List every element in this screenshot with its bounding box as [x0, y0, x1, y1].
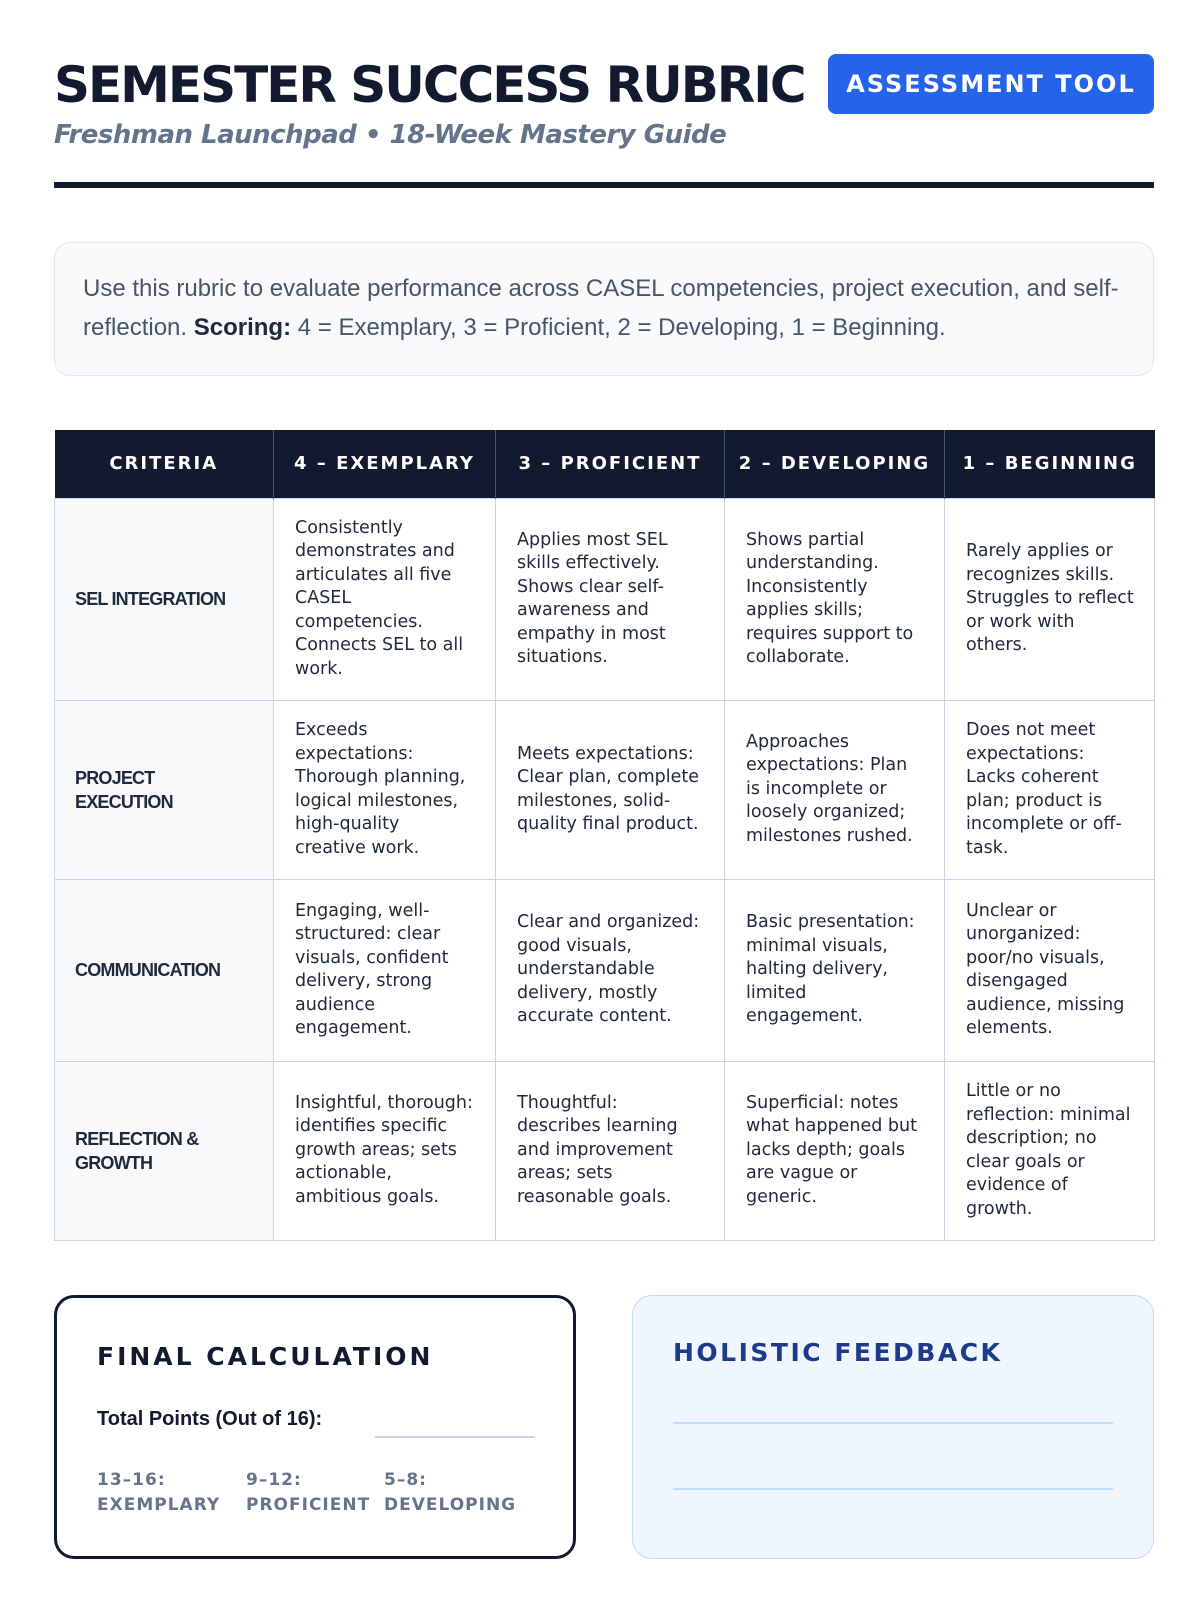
score-range-proficient [246, 1468, 370, 1518]
header [54, 52, 1154, 190]
feedback-writing-line[interactable] [673, 1422, 1113, 1424]
score-range-label: DEVELOPING [384, 1495, 517, 1515]
rubric-table [54, 430, 1155, 1241]
header-beginning: 1 – BEGINNING [945, 430, 1155, 498]
rubric-cell: Basic presentation: minimal visuals, halting delivery, limited engagement. [725, 879, 945, 1061]
holistic-feedback-title: HOLISTIC FEEDBACK [673, 1338, 1003, 1367]
rubric-row-communication [55, 879, 1155, 1061]
intro-text: Use this rubric to evaluate performance across CASEL competencies, project execution, and self-reflection. [83, 275, 1119, 341]
final-calculation-card [54, 1295, 576, 1559]
feedback-writing-line[interactable] [673, 1488, 1113, 1490]
rubric-row-sel-integration [55, 498, 1155, 700]
rubric-cell: Unclear or unorganized: poor/no visuals, disengaged audience, missing elements. [945, 879, 1155, 1061]
score-range-exemplary [97, 1468, 220, 1518]
page-subtitle: Freshman Launchpad • 18-Week Mastery Guide [54, 120, 727, 150]
rubric-cell: Applies most SEL skills effectively. Shows clear self-awareness and empathy in most situations. [496, 498, 725, 700]
score-range-developing [384, 1468, 516, 1518]
header-proficient: 3 – PROFICIENT [496, 430, 725, 498]
final-calculation-title: FINAL CALCULATION [97, 1342, 434, 1371]
score-range-value: 5–8: [384, 1470, 427, 1490]
intro-box [54, 242, 1154, 376]
scoring-text: 4 = Exemplary, 3 = Proficient, 2 = Developing, 1 = Beginning. [297, 314, 946, 341]
rubric-cell: Shows partial understanding. Inconsistently applies skills; requires support to collaborate. [725, 498, 945, 700]
total-points-input-line[interactable] [375, 1436, 535, 1438]
header-divider [54, 182, 1154, 188]
assessment-tool-badge: ASSESSMENT TOOL [828, 54, 1154, 114]
header-exemplary: 4 – EXEMPLARY [274, 430, 496, 498]
rubric-cell: Approaches expectations: Plan is incomplete or loosely organized; milestones rushed. [725, 700, 945, 879]
score-range-value: 13–16: [97, 1470, 166, 1490]
rubric-cell: Consistently demonstrates and articulates all five CASEL competencies. Connects SEL to all work. [274, 498, 496, 700]
score-range-label: PROFICIENT [246, 1495, 371, 1515]
rubric-cell: Insightful, thorough: identifies specific growth areas; sets actionable, ambitious goals. [274, 1061, 496, 1240]
rubric-row-project-execution [55, 700, 1155, 879]
score-range-label: EXEMPLARY [97, 1495, 221, 1515]
rubric-cell: Superficial: notes what happened but lacks depth; goals are vague or generic. [725, 1061, 945, 1240]
rubric-cell: Rarely applies or recognizes skills. Struggles to reflect or work with others. [945, 498, 1155, 700]
rubric-cell: Meets expectations: Clear plan, complete milestones, solid-quality final product. [496, 700, 725, 879]
header-criteria: CRITERIA [55, 430, 274, 498]
score-range-value: 9–12: [246, 1470, 302, 1490]
header-developing: 2 – DEVELOPING [725, 430, 945, 498]
rubric-cell: Exceeds expectations: Thorough planning, logical milestones, high-quality creative work. [274, 700, 496, 879]
rubric-cell: Little or no reflection: minimal description; no clear goals or evidence of growth. [945, 1061, 1155, 1240]
rubric-cell: Thoughtful: describes learning and improvement areas; sets reasonable goals. [496, 1061, 725, 1240]
rubric-cell: Engaging, well-structured: clear visuals, confident delivery, strong audience engagement. [274, 879, 496, 1061]
rubric-cell: Does not meet expectations: Lacks coherent plan; product is incomplete or off-task. [945, 700, 1155, 879]
criteria-cell: SEL INTEGRATION [55, 498, 274, 700]
criteria-cell: COMMUNICATION [55, 879, 274, 1061]
criteria-cell: REFLECTION & GROWTH [55, 1061, 274, 1240]
total-points-label: Total Points (Out of 16): [97, 1408, 323, 1430]
rubric-row-reflection-growth [55, 1061, 1155, 1240]
scoring-label: Scoring: [193, 314, 292, 341]
rubric-cell: Clear and organized: good visuals, understandable delivery, mostly accurate content. [496, 879, 725, 1061]
rubric-header-row [55, 430, 1155, 498]
holistic-feedback-card [632, 1295, 1154, 1559]
page-title: SEMESTER SUCCESS RUBRIC [54, 56, 805, 114]
criteria-cell: PROJECT EXECUTION [55, 700, 274, 879]
